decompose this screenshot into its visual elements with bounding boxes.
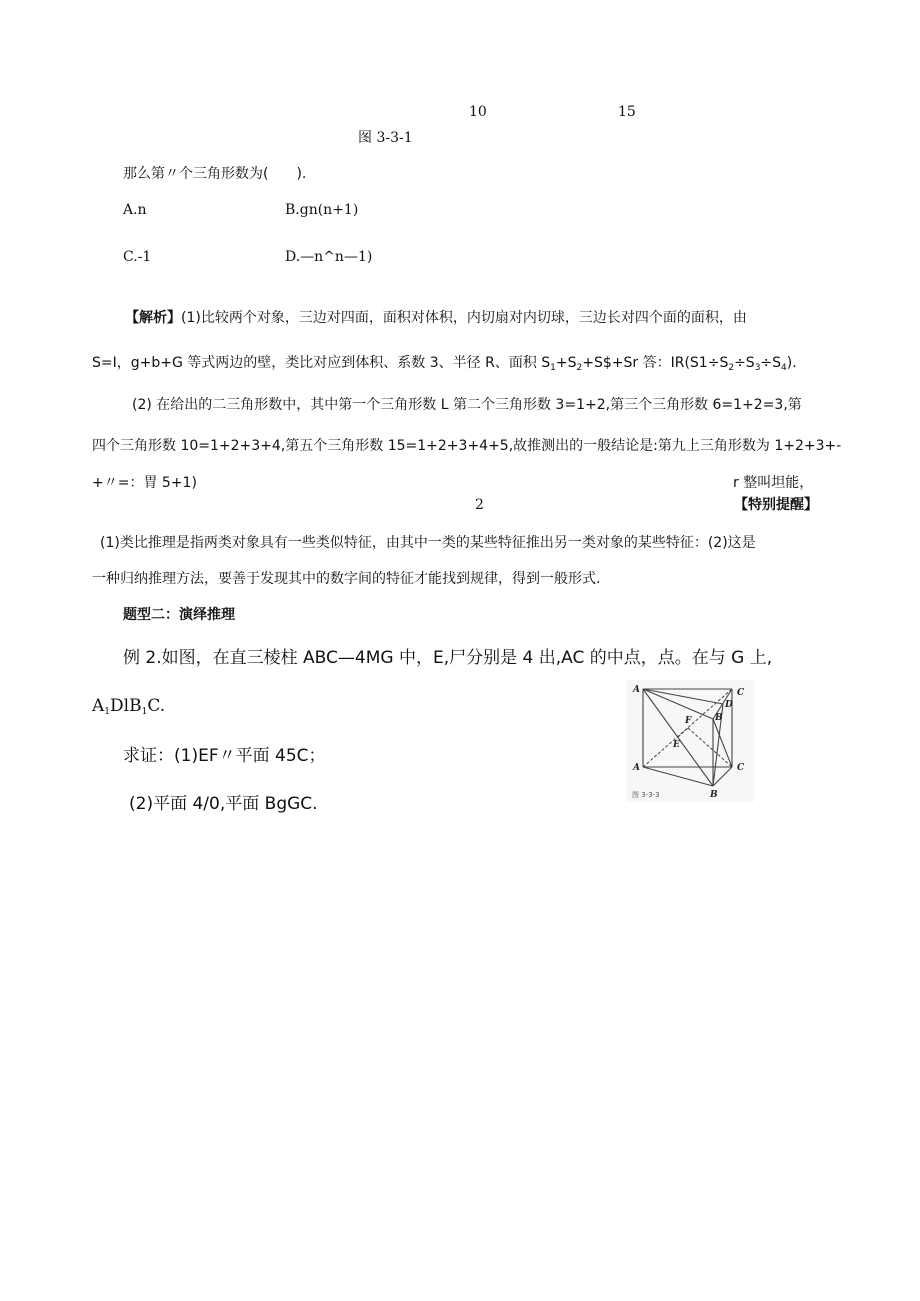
example2-line-2: $A_1DlB_1C$. [92, 696, 166, 717]
fig-label-a: A [633, 763, 640, 773]
fig-label-d: D [725, 700, 733, 710]
reminder-line-1: (1)类比推理是指两类对象具有一些类似特征，由其中一类的某些特征推出另一类对象的某些特征：(2)这是 [100, 535, 756, 551]
question-stem: 那么第〃个三角形数为( ). [123, 166, 307, 182]
analysis-line-2: S=I，g+b+G 等式两边的壁，类比对应到体积、系数 3、半径 R、面积 $S_1+S_2+S\$+Sr$ 答：$IR(S1\div S_2\div S_3\div S_4)$. [92, 355, 797, 373]
option-d: D.—n^n—1) [285, 249, 373, 265]
analysis-line-1 [125, 311, 747, 325]
analysis-line-5: +〃=：胃 5+1) [92, 475, 197, 491]
fig331-label-10: 10 [469, 104, 487, 120]
example2-line-1: 例 2.如图，在直三棱柱 ABC—4MG 中，E,尸分别是 4 出,AC 的中点，点。在与 G 上, [123, 648, 773, 668]
analysis-line-3: (2) 在给出的二三角形数中，其中第一个三角形数 L 第二个三角形数 3=1+2,第三个三角形数 6=1+2=3,第 [132, 397, 802, 413]
fig-label-b1: B [715, 713, 723, 723]
section-title: 题型二：演绎推理 [123, 607, 235, 623]
fig331-caption: 图 3-3-1 [358, 130, 413, 146]
fig-label-f: F [685, 716, 692, 726]
analysis-tag: 【解析】 [125, 310, 181, 326]
fig331-label-15: 15 [618, 104, 636, 120]
option-b: B.gn(n+1) [285, 202, 359, 218]
option-a: A.n [123, 202, 147, 218]
analysis-line-4: 四个三角形数 10=1+2+3+4,第五个三角形数 15=1+2+3+4+5,故推测出的一般结论是:第九上三角形数为 1+2+3+- [92, 438, 842, 454]
prism-figure [626, 680, 754, 802]
fig-label-b: B [710, 790, 718, 800]
fig-caption: 图 3-3-3 [632, 791, 660, 799]
reminder-line-2: 一种归纳推理方法，要善于发现其中的数字间的特征才能找到规律，得到一般形式. [92, 571, 601, 587]
fig-label-e: E [673, 740, 680, 750]
example2-prove-2: (2)平面 4/0,平面 BgGC. [129, 794, 318, 814]
option-c: C.-1 [123, 249, 152, 265]
fig-label-a1: A [633, 685, 640, 695]
analysis-line-1-text: (1)比较两个对象，三边对四面，面积对体积，内切扇对内切球，三边长对四个面的面积，由 [181, 310, 747, 326]
analysis-fraction-2: 2 [475, 497, 484, 513]
fig-label-c: C [737, 763, 745, 773]
analysis-line-5-right: r 整叫坦能， [733, 475, 814, 491]
special-reminder-tag: 【特别提醒】 [734, 497, 818, 513]
example2-prove-1: 求证：(1)EF〃平面 45C； [123, 746, 326, 766]
fig-label-c1: C [737, 688, 745, 698]
